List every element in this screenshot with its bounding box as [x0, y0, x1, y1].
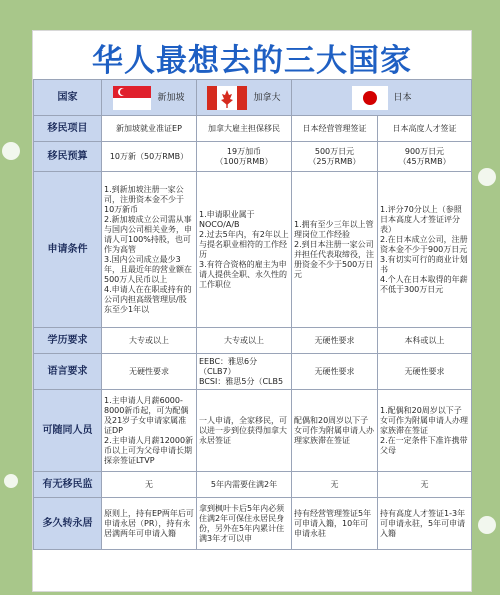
- row-header: 移民预算: [34, 142, 102, 172]
- table-cell: 大专或以上: [102, 328, 197, 354]
- row-header: 学历要求: [34, 328, 102, 354]
- table-cell: 日本经营管理签证: [292, 116, 378, 142]
- table-cell: 19万加币 （100万RMB）: [197, 142, 292, 172]
- table-cell: 无硬性要求: [102, 354, 197, 390]
- comparison-table: [33, 79, 472, 550]
- table-row: [34, 116, 472, 142]
- table-cell: 拿到枫叶卡后5年内必须住满2年可保住永居民身份，另外在5年内累计住满3年才可以申: [197, 498, 292, 550]
- table-cell: 持有高度人才签证1-3年可申请永驻，5年可申请入籍: [378, 498, 472, 550]
- table-cell: 500万日元 （25万RMB）: [292, 142, 378, 172]
- table-cell: 1.配偶和20周岁以下子女可作为附属申请人办理家族滞在签证 2.在一定条件下准许携带父母: [378, 390, 472, 472]
- row-header: 语言要求: [34, 354, 102, 390]
- table-cell: 加拿大雇主担保移民: [197, 116, 292, 142]
- table-row: [34, 142, 472, 172]
- table-cell: EEBC：雅思6分（CLB7） BCSI：雅思5分（CLB5: [197, 354, 292, 390]
- table-cell: 新加坡就业准证EP: [102, 116, 197, 142]
- table-row: [34, 472, 472, 498]
- table-row: [34, 498, 472, 550]
- table-cell: 1.到新加坡注册一家公司，注册资本金不少于10万新币 2.新加坡成立公司需从事与国内公司相关业务，申请人可100%持股，也可作为高管 3.国内公司成立最少3年，且最近年的营业额在500万人民币以上 4.申请人在在职或持有的公司内担高级管理层/股东至少1年以: [102, 172, 197, 328]
- flower-decoration-icon: [4, 474, 18, 488]
- japan-flag-icon: [352, 86, 388, 110]
- table-row: [34, 172, 472, 328]
- table-cell: 5年内需要住满2年: [197, 472, 292, 498]
- table-cell: 无: [292, 472, 378, 498]
- table-cell: 无: [102, 472, 197, 498]
- table-cell: 无硬性要求: [378, 354, 472, 390]
- country-name: 加拿大: [253, 92, 281, 103]
- table-cell: 10万新（50万RMB）: [102, 142, 197, 172]
- table-cell: 1.评分70分以上（参照日本高度人才签证评分表） 2.在日本成立公司，注册资本金不少于900万日元 3.有切实可行的商业计划书 4.个人在日本取得的年薪不低于300万日元: [378, 172, 472, 328]
- country-name: 新加坡: [157, 92, 185, 103]
- column-header-japan: [292, 80, 472, 116]
- table-cell: 原则上，持有EP两年后可申请永居（PR），持有永居满两年可申请入籍: [102, 498, 197, 550]
- column-header-canada: [197, 80, 292, 116]
- table-cell: 1.申请职业属于NOCO/A/B 2.过去5年内，有2年以上与提名职业相符的工作经历 3.有符合资格的雇主为申请人提供全职、永久性的工作职位: [197, 172, 292, 328]
- flower-decoration-icon: [478, 168, 496, 186]
- table-cell: 无硬性要求: [292, 354, 378, 390]
- row-header: 申请条件: [34, 172, 102, 328]
- table-cell: 无: [378, 472, 472, 498]
- column-header-singapore: [102, 80, 197, 116]
- flower-decoration-icon: [2, 142, 20, 160]
- table-cell: 大专或以上: [197, 328, 292, 354]
- table-cell: 无硬性要求: [292, 328, 378, 354]
- table-cell: 持有经营管理签证5年可申请入籍，10年可申请永驻: [292, 498, 378, 550]
- canada-flag-icon: [207, 86, 247, 110]
- table-cell: 1.主申请人月薪6000-8000新币起，可为配偶及21岁子女申请家属准证DP 2.主申请人月薪12000新币以上可为父母申请长期探亲签证LTVP: [102, 390, 197, 472]
- row-header: 移民项目: [34, 116, 102, 142]
- country-name: 日本: [393, 92, 412, 103]
- singapore-flag-icon: [113, 86, 151, 110]
- table-cell: 一人申请，全家移民，可以进一步到位获得加拿大永居签证: [197, 390, 292, 472]
- row-header: 国家: [34, 80, 102, 116]
- table-cell: 900万日元 （45万RMB）: [378, 142, 472, 172]
- infographic-card: [32, 30, 472, 592]
- flower-decoration-icon: [478, 516, 496, 534]
- table-cell: 配偶和20周岁以下子女可作为附属申请人办理家族滞在签证: [292, 390, 378, 472]
- table-row: [34, 328, 472, 354]
- row-header: 多久转永居: [34, 498, 102, 550]
- page-title: 华人最想去的三大国家: [92, 43, 412, 79]
- row-header: 有无移民监: [34, 472, 102, 498]
- table-row: [34, 390, 472, 472]
- table-cell: 1.拥有至少三年以上管理岗位工作经验 2.到日本注册一家公司并担任代表取缔役，注册资金不少于500万日元: [292, 172, 378, 328]
- table-cell: 日本高度人才签证: [378, 116, 472, 142]
- table-cell: 本科或以上: [378, 328, 472, 354]
- table-row: [34, 354, 472, 390]
- row-header: 可随同人员: [34, 390, 102, 472]
- table-header-row: [34, 80, 472, 116]
